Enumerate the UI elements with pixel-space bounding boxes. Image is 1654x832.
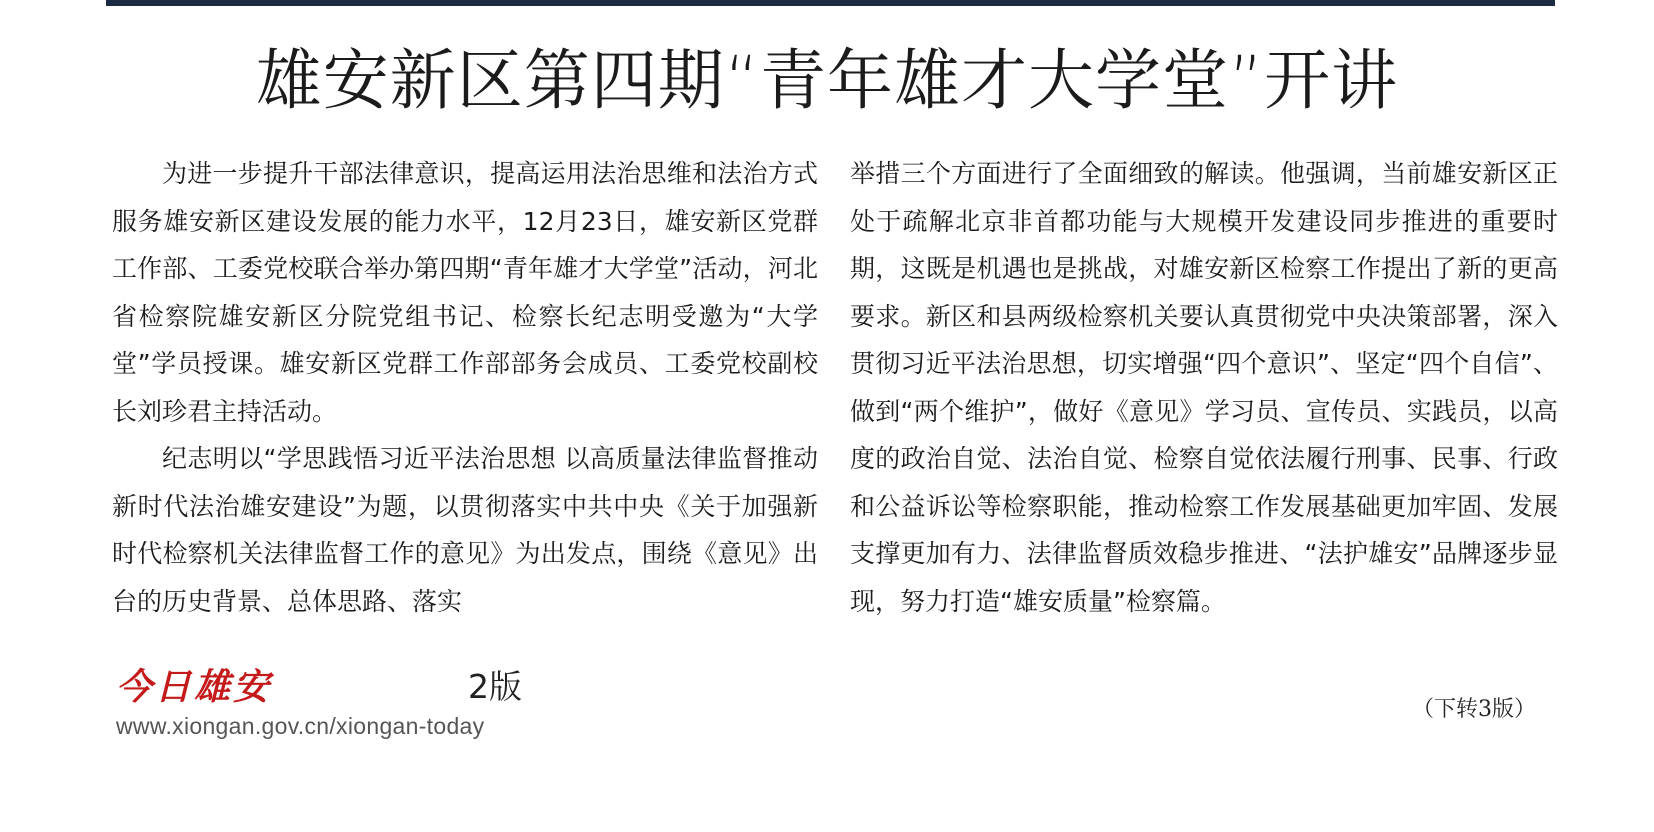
article-paragraph: 举措三个方面进行了全面细致的解读。他强调，当前雄安新区正处于疏解北京非首都功能与大规模开发建设同步推进的重要时期，这既是机遇也是挑战，对雄安新区检察工作提出了新的更高要求。新区和县两级检察机关要认真贯彻党中央决策部署，深入贯彻习近平法治思想，切实增强“四个意识”、坚定“四个自信”、做到“两个维护”，做好《意见》学习员、宣传员、实践员，以高度的政治自觉、法治自觉、检察自觉依法履行刑事、民事、行政和公益诉讼等检察职能，推动检察工作发展基础更加牢固、发展支撑更加有力、法律监督质效稳步推进、“法护雄安”品牌逐步显现，努力打造“雄安质量”检察篇。 <box>850 159 1558 616</box>
page-number-label: 2版 <box>468 667 522 706</box>
article-paragraph: 为进一步提升干部法律意识，提高运用法治思维和法治方式服务雄安新区建设发展的能力水平，12月23日，雄安新区党群工作部、工委党校联合举办第四期“青年雄才大学堂”活动，河北省检察院雄安新区分院党组书记、检察长纪志明受邀为“大学堂”学员授课。雄安新区党群工作部部务会成员、工委党校副校长刘珍君主持活动。 <box>112 159 818 426</box>
continued-on-note: （下转3版） <box>1412 697 1536 722</box>
top-rule-bar <box>106 0 1555 6</box>
article-headline: 雄安新区第四期“青年雄才大学堂”开讲 <box>255 42 1399 119</box>
article-column-left <box>112 150 818 625</box>
website-url[interactable]: www.xiongan.gov.cn/xiongan-today <box>116 713 485 739</box>
article-paragraph: 纪志明以“学思践悟习近平法治思想 以高质量法律监督推动新时代法治雄安建设”为题，以贯彻落实中共中央《关于加强新时代检察机关法律监督工作的意见》为出发点，围绕《意见》出台的历史背景、总体思路、落实 <box>112 444 818 616</box>
article-column-right <box>850 150 1558 625</box>
newspaper-logo: 今日雄安 <box>116 666 273 708</box>
